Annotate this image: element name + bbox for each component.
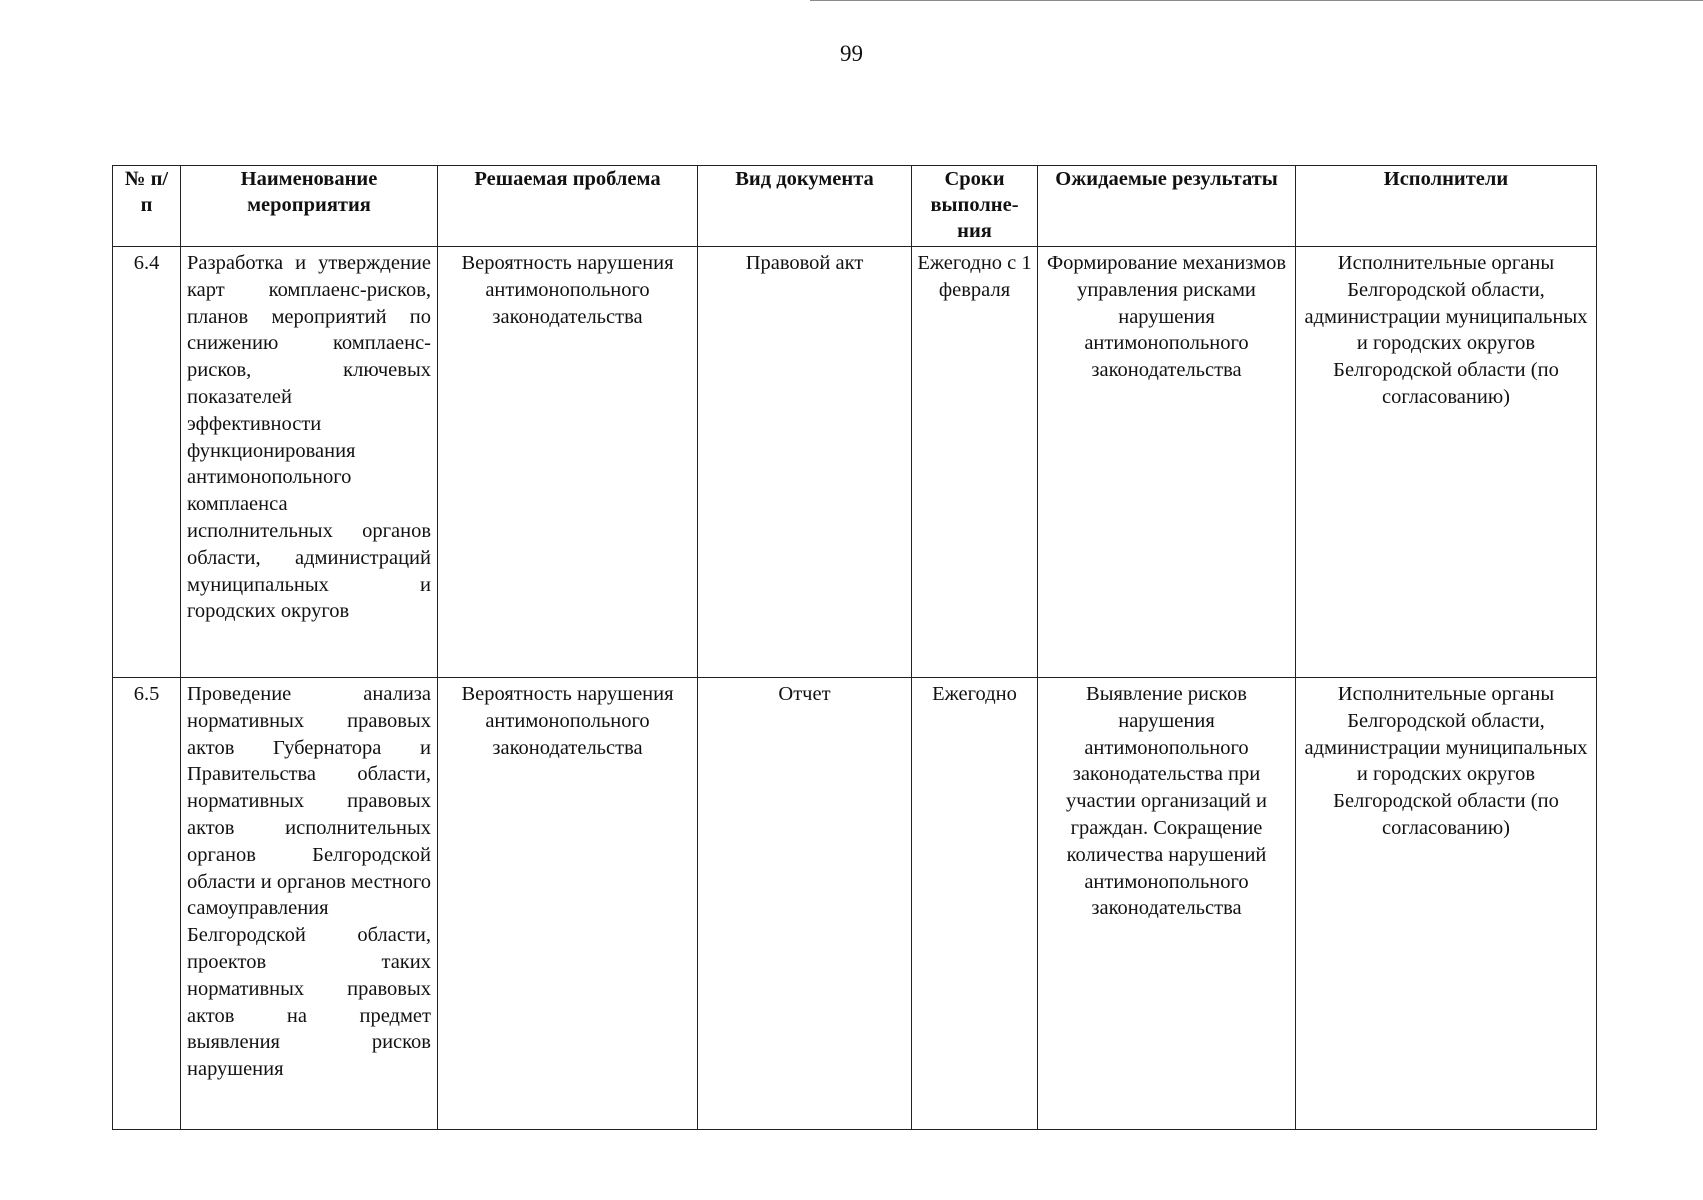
row-number: 6.4 [113, 247, 181, 678]
activity-name: Разработка и утверждение карт комплаенс-рисков, планов мероприятий по снижению комплаенс-рисков, ключевых показателей эффективности функционирования антимонопольного комплаенса исполнительных органов области, администраций муниципальных и городских округов [181, 247, 438, 678]
results-cell: Выявление рисков нарушения антимонопольного законодательства при участии организаций и граждан. Сокращение количества нарушений антимонопольного законодательства [1038, 678, 1296, 1130]
executors-cell: Исполнительные органы Белгородской области, администрации муниципальных и городских округов Белгородской области (по согласованию) [1296, 678, 1597, 1130]
doc-type-cell: Отчет [698, 678, 912, 1130]
problem-cell: Вероятность нарушения антимонопольного законодательства [438, 247, 698, 678]
header-problem: Решаемая проблема [438, 166, 698, 247]
executors-cell: Исполнительные органы Белгородской области, администрации муниципальных и городских округов Белгородской области (по согласованию) [1296, 247, 1597, 678]
header-results: Ожидаемые результаты [1038, 166, 1296, 247]
header-deadline: Сроки выполне-ния [912, 166, 1038, 247]
table-row [113, 678, 1597, 1130]
deadline-cell: Ежегодно с 1 февраля [912, 247, 1038, 678]
activity-name: Проведение анализа нормативных правовых актов Губернатора и Правительства области, нормативных правовых актов исполнительных органов Белгородской области и органов местного самоуправления Белгородской области, проектов таких нормативных правовых актов на предмет выявления рисков нарушения [181, 678, 438, 1130]
header-name: Наименование мероприятия [181, 166, 438, 247]
header-num: № п/п [113, 166, 181, 247]
table-header-row [113, 166, 1597, 247]
row-number: 6.5 [113, 678, 181, 1130]
scan-edge-line [810, 0, 1703, 1]
deadline-cell: Ежегодно [912, 678, 1038, 1130]
page-number: 99 [840, 41, 863, 66]
doc-type-cell: Правовой акт [698, 247, 912, 678]
table-row [113, 247, 1597, 678]
action-plan-table [112, 165, 1597, 1130]
problem-cell: Вероятность нарушения антимонопольного законодательства [438, 678, 698, 1130]
results-cell: Формирование механизмов управления рисками нарушения антимонопольного законодательства [1038, 247, 1296, 678]
header-executors: Исполнители [1296, 166, 1597, 247]
header-doc-type: Вид документа [698, 166, 912, 247]
